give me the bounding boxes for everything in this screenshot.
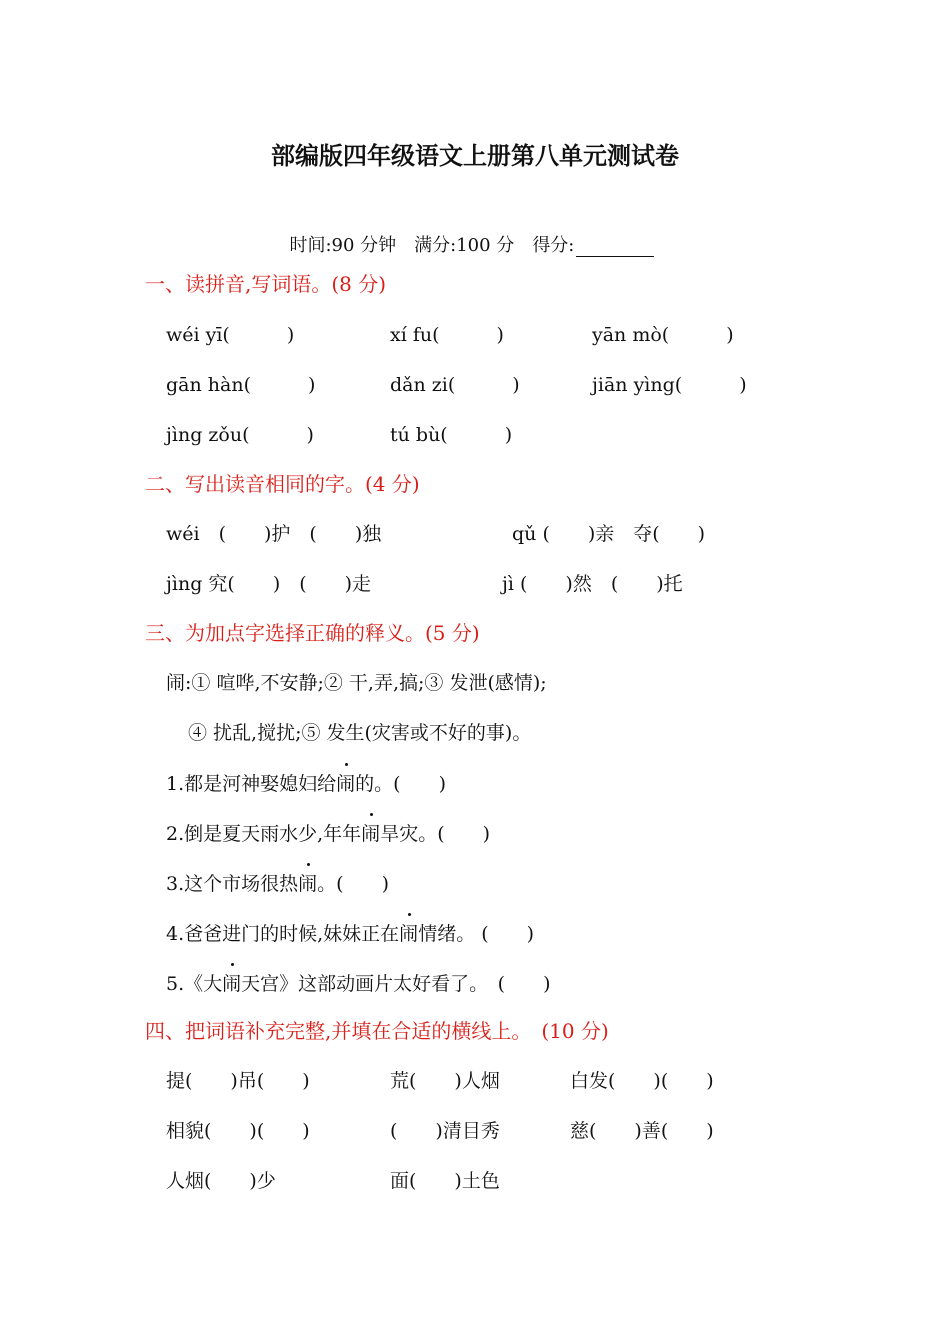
question-1: 1.都是河神娶媳妇给闹的。( ) bbox=[166, 769, 446, 796]
homophone-item: jì ( )然 ( )托 bbox=[502, 573, 683, 595]
page-title: 部编版四年级语文上册第八单元测试卷 bbox=[271, 142, 679, 170]
idiom-item: 慈( )善( ) bbox=[570, 1120, 714, 1142]
homophone-item: wéi ( )护 ( )独 bbox=[166, 523, 382, 545]
homophone-item: jìng 究( ) ( )走 bbox=[166, 573, 372, 595]
pinyin-item: yān mò( ) bbox=[592, 324, 734, 346]
section-3-heading: 三、为加点字选择正确的释义。(5 分) bbox=[145, 621, 480, 645]
question-3: 3.这个市场很热闹。( ) bbox=[166, 869, 389, 896]
idiom-item: 人烟( )少 bbox=[166, 1170, 276, 1192]
idiom-item: 荒( )人烟 bbox=[390, 1070, 500, 1092]
time-label: 时间:90 分钟 bbox=[289, 235, 397, 256]
definitions-line-2: ④ 扰乱,搅扰;⑤ 发生(灾害或不好的事)。 bbox=[188, 722, 532, 744]
definitions-line-1: 闹:① 喧哗,不安静;② 干,弄,搞;③ 发泄(感情); bbox=[166, 672, 547, 694]
idiom-item: 相貌( )( ) bbox=[166, 1120, 310, 1142]
pinyin-item: gān hàn( ) bbox=[166, 374, 316, 396]
pinyin-item: jìng zǒu( ) bbox=[166, 424, 314, 446]
dotted-char: 闹 bbox=[399, 919, 418, 946]
pinyin-item: dǎn zi( ) bbox=[390, 374, 520, 396]
pinyin-item: xí fu( ) bbox=[390, 324, 504, 346]
full-score-label: 满分:100 分 bbox=[414, 235, 515, 256]
score-label: 得分: bbox=[532, 235, 575, 256]
dotted-char: 闹 bbox=[298, 869, 317, 896]
pinyin-item: jiān yìng( ) bbox=[592, 374, 747, 396]
score-blank[interactable] bbox=[576, 238, 654, 257]
exam-meta bbox=[278, 210, 654, 257]
dotted-char: 闹 bbox=[222, 969, 241, 996]
dotted-char: 闹 bbox=[336, 769, 355, 796]
idiom-item: ( )清目秀 bbox=[390, 1120, 500, 1142]
idiom-item: 白发( )( ) bbox=[570, 1070, 714, 1092]
homophone-item: qǔ ( )亲 夺( ) bbox=[512, 523, 706, 545]
section-2-heading: 二、写出读音相同的字。(4 分) bbox=[145, 472, 420, 496]
section-1-heading: 一、读拼音,写词语。(8 分) bbox=[145, 272, 387, 296]
section-4-heading: 四、把词语补充完整,并填在合适的横线上。 (10 分) bbox=[145, 1019, 609, 1043]
pinyin-item: wéi yī( ) bbox=[166, 324, 295, 346]
dotted-char: 闹 bbox=[361, 819, 380, 846]
question-5: 5.《大闹天宫》这部动画片太好看了。 ( ) bbox=[166, 969, 550, 996]
question-4: 4.爸爸进门的时候,妹妹正在闹情绪。 ( ) bbox=[166, 919, 534, 946]
question-2: 2.倒是夏天雨水少,年年闹旱灾。( ) bbox=[166, 819, 490, 846]
idiom-item: 面( )土色 bbox=[390, 1170, 500, 1192]
idiom-item: 提( )吊( ) bbox=[166, 1070, 310, 1092]
pinyin-item: tú bù( ) bbox=[390, 424, 513, 446]
